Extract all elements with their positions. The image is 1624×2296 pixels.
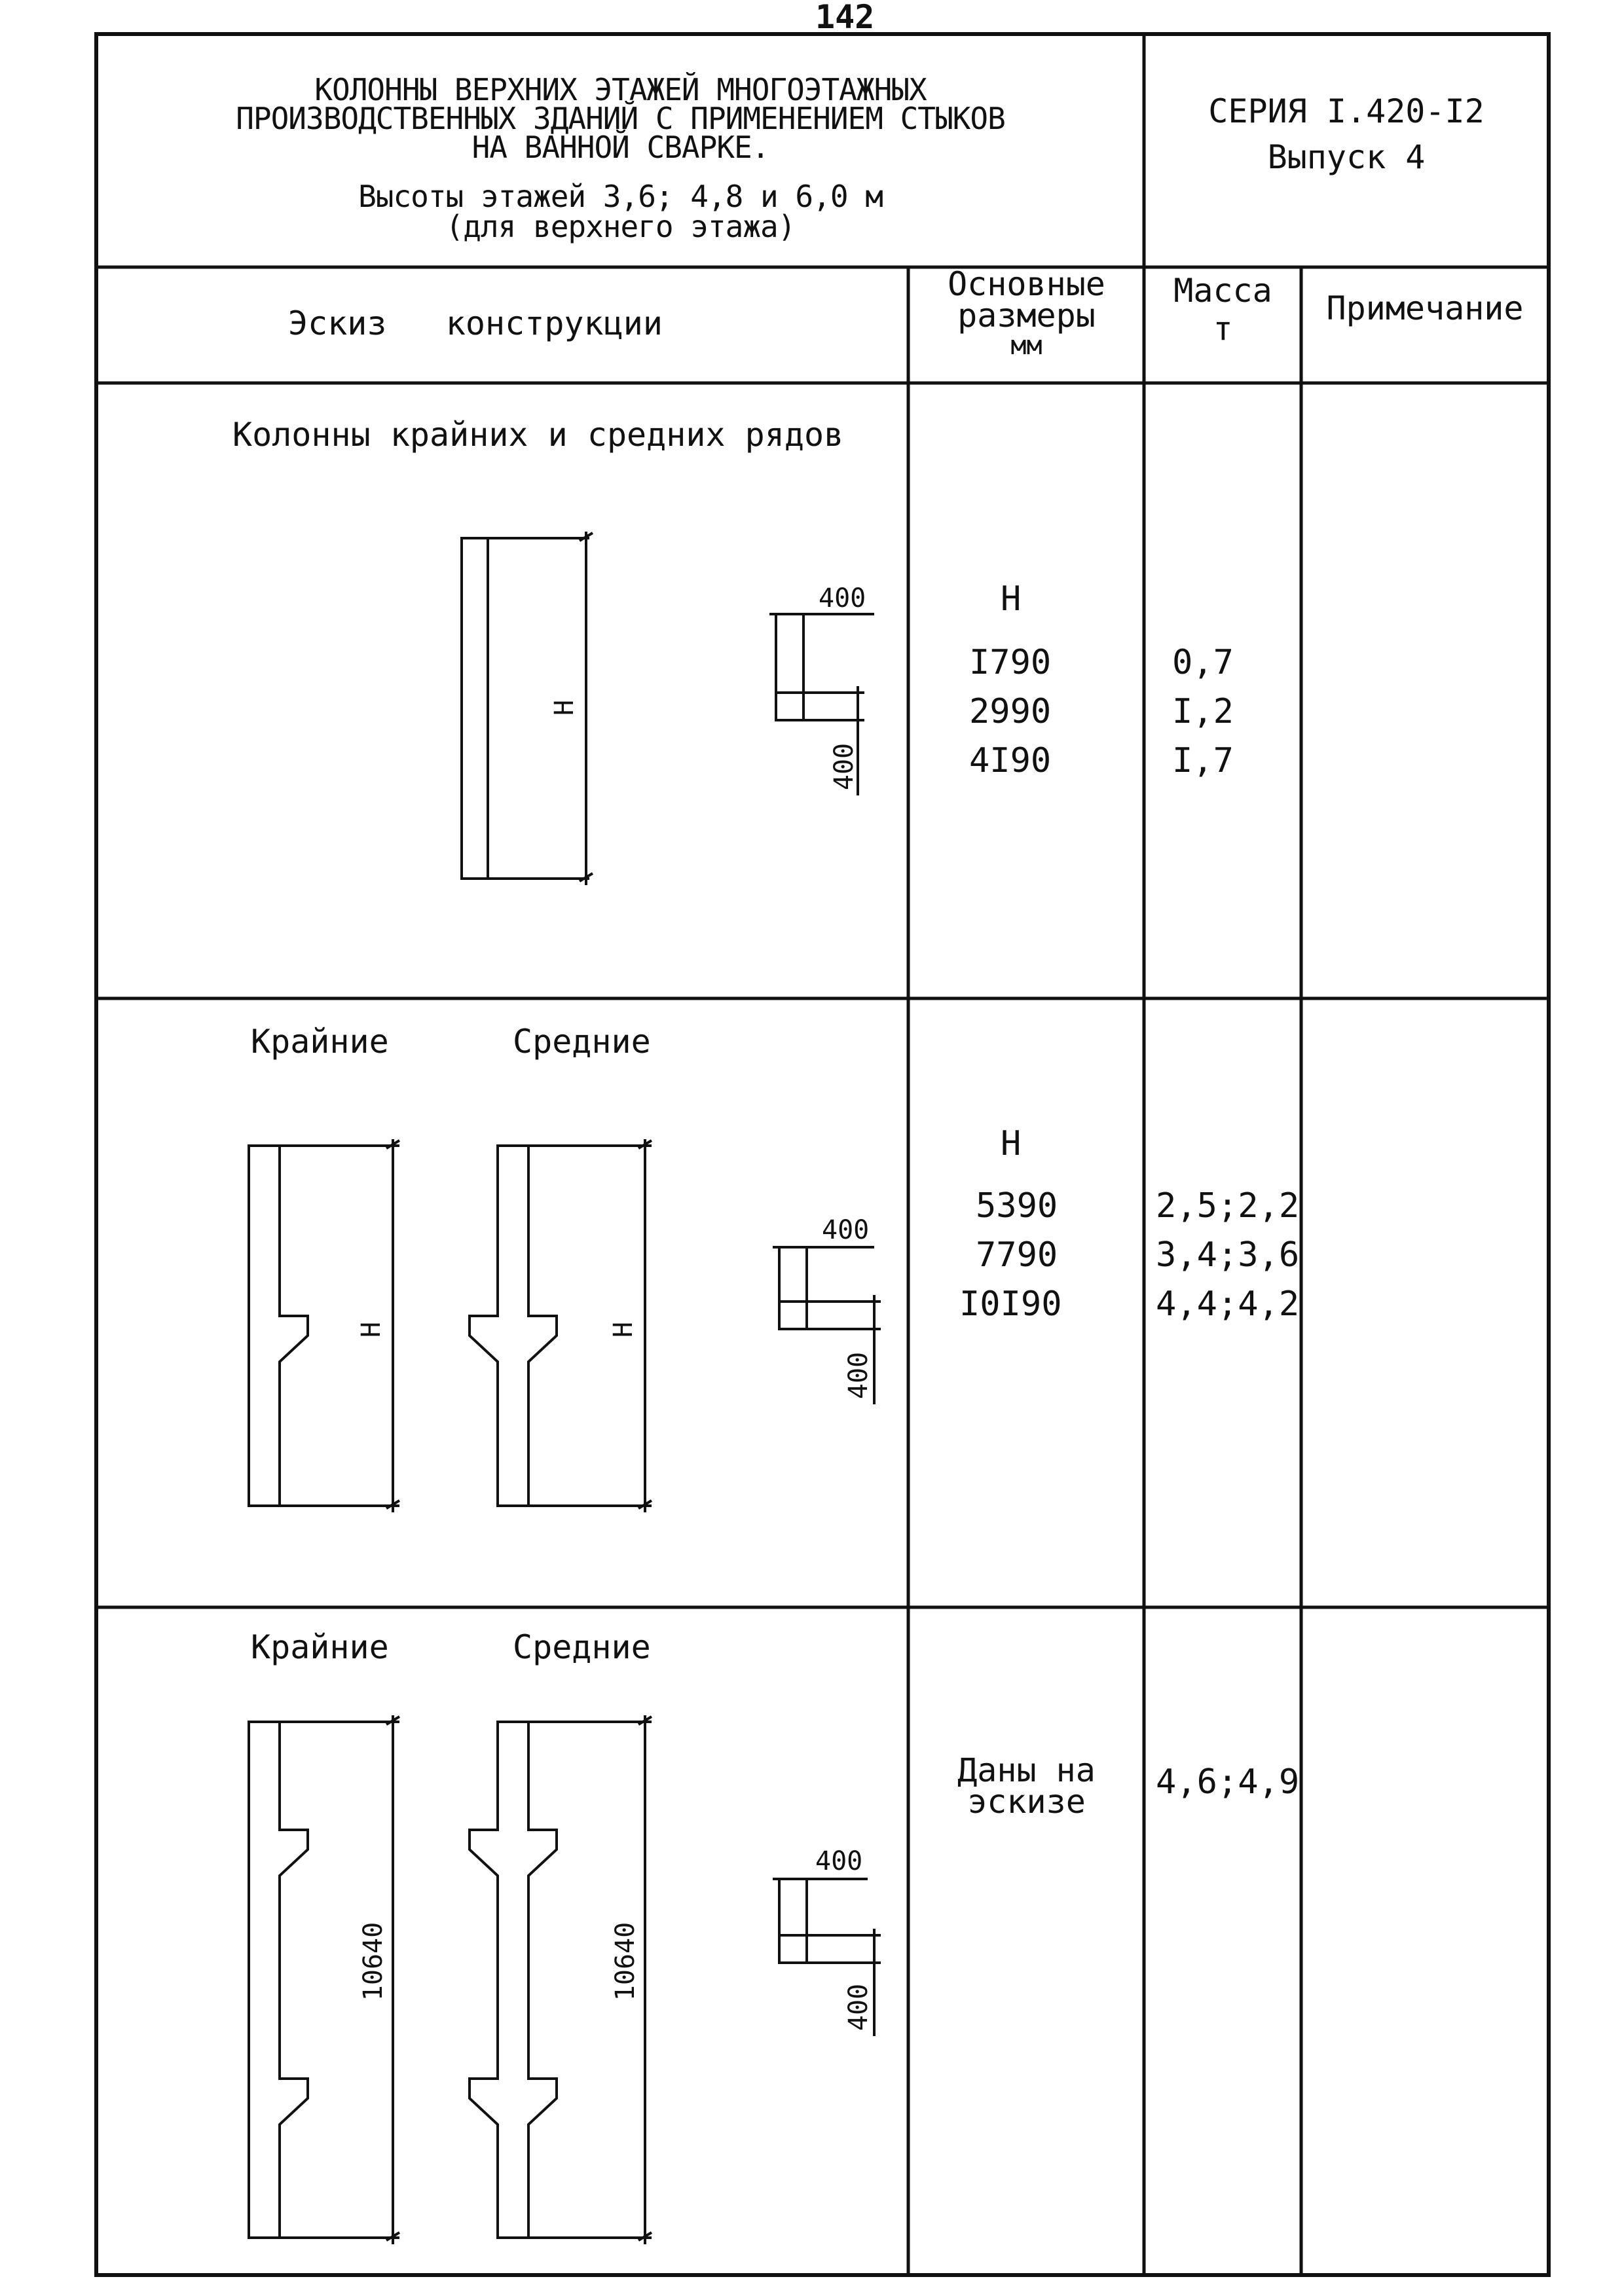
row2-dim-label: Н <box>1001 1124 1022 1163</box>
title-line-4: Высоты этажей 3,6; 4,8 и 6,0 м <box>358 179 883 214</box>
header-mass-line-2: т <box>1213 310 1233 348</box>
series-issue: Выпуск 4 <box>1267 138 1426 176</box>
row1-mass-2: I,2 <box>1172 692 1234 731</box>
row3-section-width: 400 <box>815 1846 863 1876</box>
row3-label-edge: Крайние <box>251 1628 389 1666</box>
row1-section-width: 400 <box>819 583 866 613</box>
row2-dim-3: I0I90 <box>959 1285 1062 1324</box>
row1-dim-label: Н <box>1001 579 1022 619</box>
row1-caption: Колонны крайних и средних рядов <box>232 416 844 454</box>
row2-middle-height-label: Н <box>608 1321 639 1338</box>
row2-section-height: 400 <box>843 1351 874 1400</box>
header-dims <box>910 265 1143 361</box>
header-dims-line-2: размеры <box>957 297 1096 335</box>
series-block <box>1146 88 1547 180</box>
row2-dim-1: 5390 <box>976 1186 1058 1226</box>
header-dims-line-1: Основные <box>948 265 1105 303</box>
row2-label-edge: Крайние <box>251 1023 389 1061</box>
row1-dim-2: 2990 <box>969 692 1052 731</box>
row1-section-height: 400 <box>829 742 860 791</box>
row3-edge-length: 10640 <box>358 1922 389 2001</box>
row3-mass-1: 4,6;4,9 <box>1156 1762 1300 1802</box>
row3-dims-note-line-2: эскизе <box>967 1783 1086 1821</box>
row2-dim-2: 7790 <box>976 1235 1058 1275</box>
row1-height-label: Н <box>549 699 580 716</box>
row2-mass-1: 2,5;2,2 <box>1156 1186 1300 1226</box>
title-line-3: НА ВАННОЙ СВАРКЕ. <box>471 130 769 165</box>
title-block <box>98 72 1143 244</box>
title-line-2: ПРОИЗВОДСТВЕННЫХ ЗДАНИЙ С ПРИМЕНЕНИЕМ СТЫКОВ <box>236 101 1005 136</box>
row3-middle-length: 10640 <box>610 1922 641 2001</box>
header-mass-line-1: Масса <box>1173 272 1272 310</box>
row2-edge-height-label: Н <box>356 1321 387 1338</box>
row2-label-middle: Средние <box>513 1023 651 1061</box>
row3-section-height: 400 <box>843 1983 874 2032</box>
title-line-1: КОЛОННЫ ВЕРХНИХ ЭТАЖЕЙ МНОГОЭТАЖНЫХ <box>314 72 927 107</box>
row2-mass-2: 3,4;3,6 <box>1156 1235 1300 1275</box>
header-mass <box>1146 272 1300 348</box>
row3-dims-note-line-1: Даны на <box>957 1751 1096 1789</box>
row1-mass-3: I,7 <box>1172 741 1234 780</box>
row2-mass-3: 4,4;4,2 <box>1156 1285 1300 1324</box>
series-code: СЕРИЯ I.420-I2 <box>1208 92 1485 130</box>
page-number: 142 <box>815 0 875 36</box>
row1-mass-1: 0,7 <box>1172 643 1234 682</box>
row1-dim-1: I790 <box>969 643 1052 682</box>
header-note: Примечание <box>1326 289 1524 327</box>
row3-label-middle: Средние <box>513 1628 651 1666</box>
header-dims-line-3: мм <box>1010 331 1043 361</box>
row1-dim-3: 4I90 <box>969 741 1052 780</box>
row2-section-width: 400 <box>822 1215 870 1245</box>
title-line-5: (для верхнего этажа) <box>445 209 796 244</box>
row3-dims-note <box>910 1751 1143 1821</box>
header-sketch: Эскиз конструкции <box>288 304 663 342</box>
outer-frame <box>96 34 1549 2275</box>
